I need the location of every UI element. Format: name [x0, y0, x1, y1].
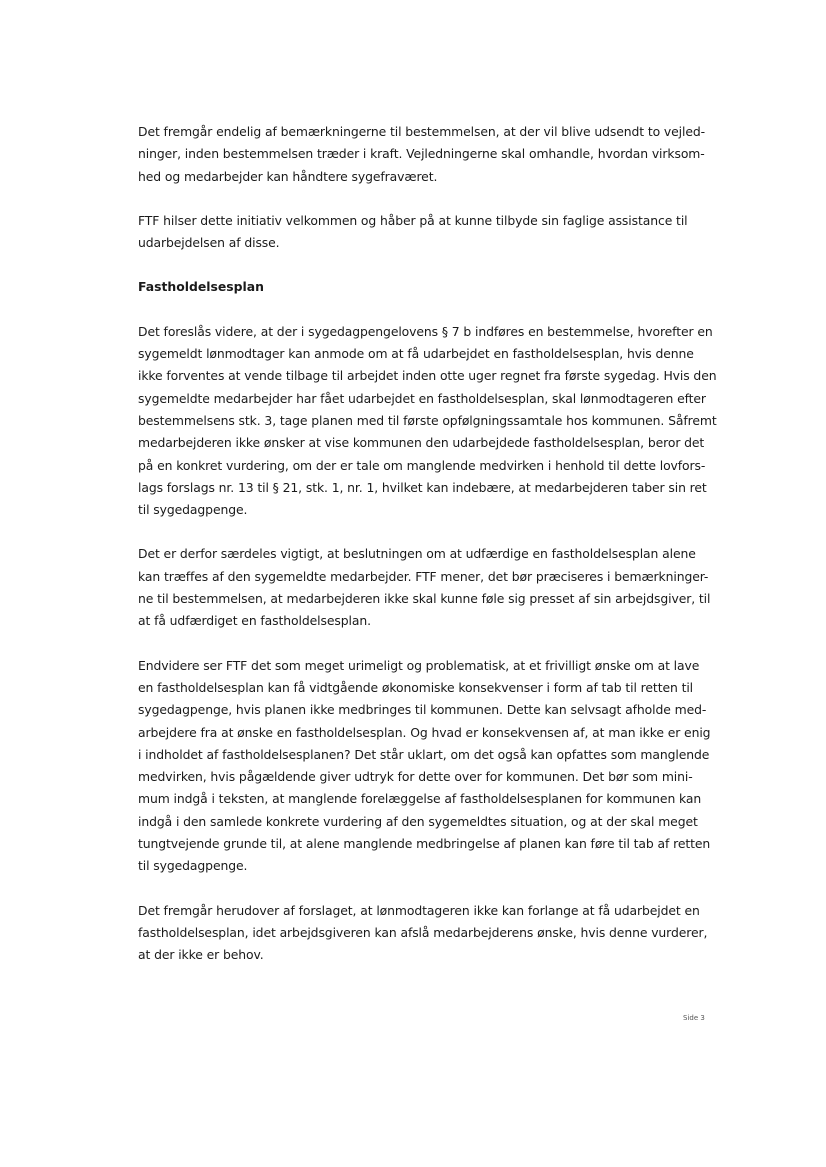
text-line: sygedagpenge, hvis planen ikke medbringes til kommunen. Dette kan selvsagt afholde med- [138, 702, 707, 718]
text-line: indgå i den samlede konkrete vurdering af den sygemeldtes situation, og at der skal meget [138, 813, 698, 829]
text-line: Endvidere ser FTF det som meget urimeligt og problematisk, at et frivilligt ønske om at lave [138, 657, 700, 673]
paragraph-section-1 [138, 321, 717, 522]
text-line: medarbejderen ikke ønsker at vise kommunen den udarbejdede fastholdelsesplan, beror det [138, 435, 705, 451]
text-line: mum indgå i teksten, at manglende forelæggelse af fastholdelsesplanen for kommunen kan [138, 791, 702, 807]
text-line: FTF hilser dette initiativ velkommen og håber på at kunne tilbyde sin faglige assistance til [138, 212, 688, 228]
text-line: arbejdere fra at ønske en fastholdelsesplan. Og hvad er konsekvensen af, at man ikke er enig [138, 724, 711, 740]
text-line: medvirken, hvis pågældende giver udtryk for dette over for kommunen. Det bør som mini- [138, 769, 693, 785]
text-line: Det fremgår endelig af bemærkningerne til bestemmelsen, at der vil blive udsendt to vejled- [138, 124, 706, 139]
text-line: på en konkret vurdering, om der er tale om manglende medvirken i henhold til dette lovfors- [138, 457, 706, 473]
text-line: hed og medarbejder kan håndtere sygefraværet. [138, 168, 438, 184]
text-line: i indholdet af fastholdelsesplanen? Det står uklart, om det også kan opfattes som manglende [138, 746, 710, 762]
paragraph-vejledninger [138, 121, 706, 188]
text-line: ninger, inden bestemmelsen træder i kraft. Vejledningerne skal omhandle, hvordan virksom- [138, 146, 705, 162]
text-line: fastholdelsesplan, idet arbejdsgiveren kan afslå medarbejderens ønske, hvis denne vurderer, [138, 924, 708, 940]
text-line: ne til bestemmelsen, at medarbejderen ikke skal kunne føle sig presset af sin arbejdsgiver, til [138, 591, 711, 607]
text-line: en fastholdelsesplan kan få vidtgående økonomiske konsekvenser i form af tab til retten til [138, 679, 694, 695]
paragraph-section-3 [138, 655, 711, 878]
text-line: bestemmelsens stk. 3, tage planen med til første opfølgningssamtale hos kommunen. Såfremt [138, 412, 717, 428]
paragraph-section-2 [138, 543, 711, 632]
text-line: tungtvejende grunde til, at alene manglende medbringelse af planen kan føre til tab af retten [138, 836, 711, 852]
paragraph-ftf-hilser [138, 210, 698, 255]
section-heading: Fastholdelsesplan [138, 279, 264, 295]
text-line: sygemeldt lønmodtager kan anmode om at få udarbejdet en fastholdelsesplan, hvis denne [138, 346, 694, 362]
text-line: lags forslags nr. 13 til § 21, stk. 1, nr. 1, hvilket kan indebære, at medarbejderen taber sin ret [138, 479, 707, 495]
text-line: ikke forventes at vende tilbage til arbejdet inden otte uger regnet fra første sygedag. Hvis den [138, 368, 717, 384]
text-line: at der ikke er behov. [138, 947, 264, 963]
text-line: til sygedagpenge. [138, 858, 248, 874]
text-line: til sygedagpenge. [138, 502, 248, 518]
page-number: Side 3 [683, 1014, 705, 1022]
text-line: kan træffes af den sygemeldte medarbejder. FTF mener, det bør præciseres i bemærkninger- [138, 568, 709, 584]
text-line: sygemeldte medarbejder har fået udarbejdet en fastholdelsesplan, skal lønmodtageren efter [138, 390, 706, 406]
text-line: udarbejdelsen af disse. [138, 235, 280, 251]
document-body [138, 121, 717, 967]
text-line: Det er derfor særdeles vigtigt, at beslutningen om at udfærdige en fastholdelsesplan alene [138, 546, 696, 562]
text-line: Det foreslås videre, at der i sygedagpengelovens § 7 b indføres en bestemmelse, hvorefter en [138, 323, 713, 339]
text-line: at få udfærdiget en fastholdelsesplan. [138, 613, 371, 629]
paragraph-section-4 [138, 900, 708, 967]
text-line: Det fremgår herudover af forslaget, at lønmodtageren ikke kan forlange at få udarbejdet en [138, 902, 700, 918]
